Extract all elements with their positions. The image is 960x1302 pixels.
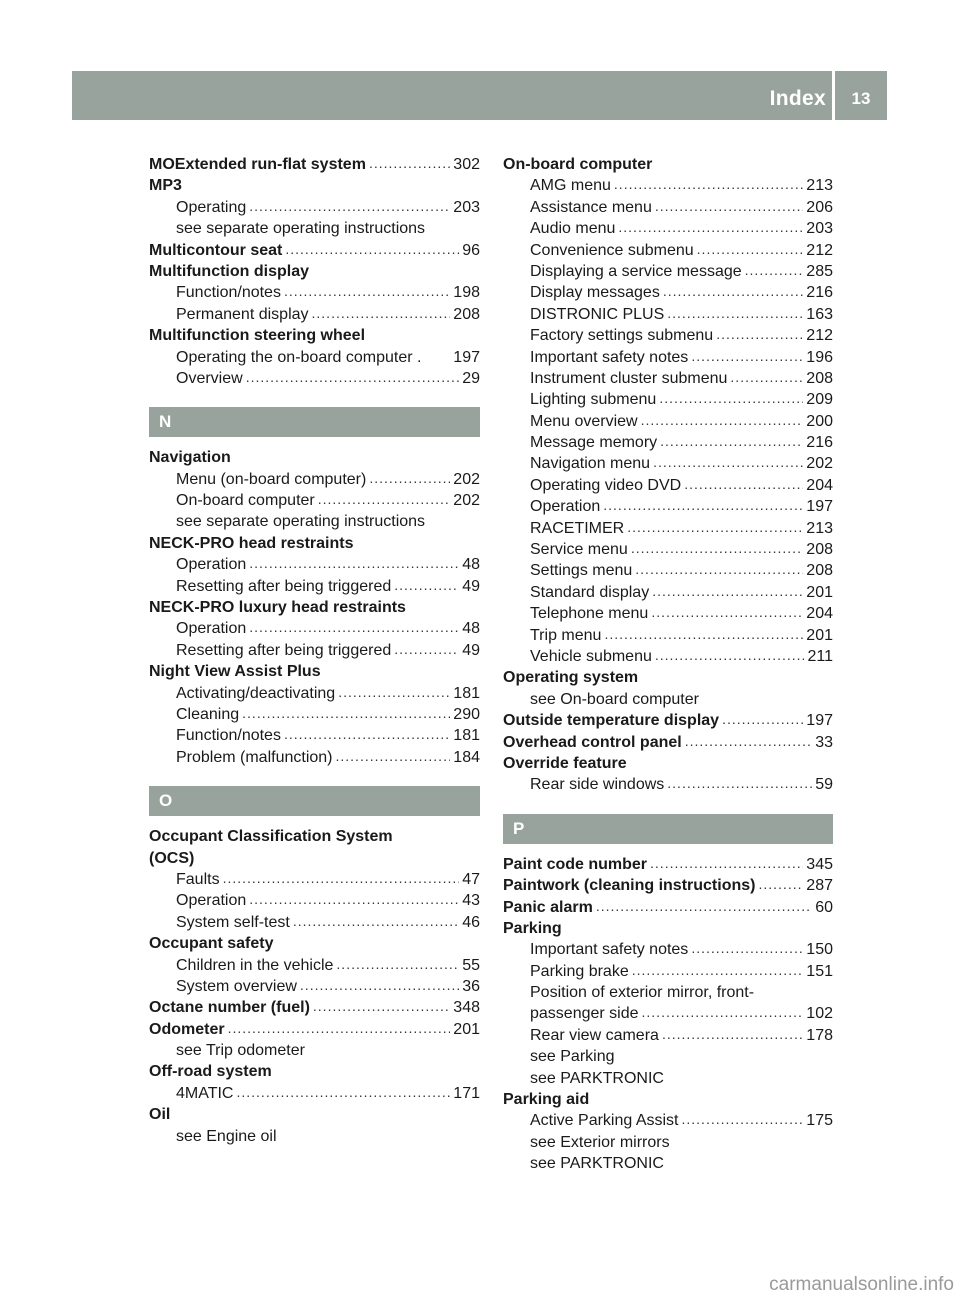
page-reference: 302 [453, 156, 480, 173]
index-subentry [503, 1153, 833, 1174]
index-subentry [149, 1083, 480, 1104]
index-entry [149, 154, 480, 175]
leader-dots [667, 304, 803, 324]
index-subentry [503, 411, 833, 432]
page-reference: 43 [462, 892, 480, 910]
page-reference: 201 [453, 1020, 480, 1038]
leader-dots [653, 453, 803, 473]
leader-dots [635, 560, 803, 580]
entry-label: Night View Assist Plus [149, 663, 321, 681]
page-reference: 29 [462, 369, 480, 387]
index-subentry [149, 976, 480, 997]
page-reference: 216 [806, 284, 833, 302]
entry-label: Important safety notes [530, 348, 689, 366]
leader-dots [631, 539, 803, 559]
entry-label: see separate operating instructions [176, 513, 426, 531]
page-reference: 196 [806, 348, 833, 366]
index-subentry [149, 912, 480, 933]
entry-label: Operation [176, 620, 247, 638]
leader-dots [655, 646, 805, 666]
entry-label: Service menu [530, 541, 628, 559]
index-subentry [503, 218, 833, 239]
leader-dots [632, 961, 804, 981]
leader-dots [627, 518, 803, 538]
index-subentry [149, 554, 480, 575]
leader-dots [716, 325, 803, 345]
index-entry [503, 732, 833, 753]
entry-label: (OCS) [149, 849, 195, 867]
entry-label: Displaying a service message [530, 262, 742, 280]
index-subentry [149, 1040, 480, 1061]
leader-dots [336, 747, 451, 767]
leader-dots [246, 368, 460, 388]
index-subentry [149, 282, 480, 303]
index-entry [503, 667, 833, 688]
index-letter-heading: P [503, 814, 833, 844]
index-subentry [149, 469, 480, 490]
page-reference: 200 [806, 412, 833, 430]
page-reference: 209 [806, 391, 833, 409]
entry-label: Operating system [503, 669, 639, 687]
entry-label: Parking aid [503, 1091, 590, 1109]
index-subentry [149, 368, 480, 389]
entry-label: Standard display [530, 583, 650, 601]
index-subentry [503, 240, 833, 261]
entry-label: Override feature [503, 754, 627, 772]
leader-dots [284, 282, 450, 302]
index-subentry [149, 618, 480, 639]
entry-label: Odometer [149, 1020, 225, 1038]
entry-label: Important safety notes [530, 941, 689, 959]
entry-label: Cleaning [176, 705, 240, 723]
entry-label: Navigation [149, 449, 231, 467]
page-reference: 208 [453, 305, 480, 323]
entry-label: Resetting after being triggered [176, 641, 392, 659]
leader-dots [293, 912, 459, 932]
leader-dots [618, 218, 803, 238]
entry-label: Operating video DVD [530, 476, 682, 494]
index-entry [503, 154, 833, 175]
entry-label: Trip menu [530, 626, 602, 644]
entry-label: Factory settings submenu [530, 327, 714, 345]
entry-label: Operation [530, 498, 601, 516]
entry-label: NECK-PRO luxury head restraints [149, 599, 406, 617]
page-reference: 181 [453, 727, 480, 745]
index-subentry [503, 325, 833, 346]
entry-label: see PARKTRONIC [530, 1155, 664, 1173]
entry-label: Off-road system [149, 1063, 272, 1081]
entry-label: see Engine oil [176, 1127, 277, 1145]
entry-label: Function/notes [176, 727, 281, 745]
page-reference: 49 [462, 577, 480, 595]
entry-label: Multicontour seat [149, 241, 283, 259]
entry-label: Occupant safety [149, 935, 274, 953]
page-reference: 208 [806, 562, 833, 580]
page-reference: 287 [806, 877, 833, 895]
index-subentry [503, 560, 833, 581]
index-subentry [503, 304, 833, 325]
page-reference: 290 [453, 705, 480, 723]
leader-dots [667, 774, 812, 794]
index-subentry [503, 261, 833, 282]
leader-dots [663, 282, 803, 302]
entry-label: Convenience submenu [530, 241, 694, 259]
entry-label: Multifunction display [149, 262, 309, 280]
page-reference: 213 [806, 177, 833, 195]
leader-dots [722, 710, 803, 730]
index-subentry [503, 347, 833, 368]
page-reference: 47 [462, 870, 480, 888]
leader-dots [641, 411, 804, 431]
entry-label: RACETIMER [530, 519, 625, 537]
leader-dots [614, 175, 803, 195]
entry-label: see On-board computer [530, 690, 699, 708]
leader-dots [651, 603, 803, 623]
leader-dots [249, 618, 459, 638]
page-reference: 202 [453, 470, 480, 488]
index-subentry [503, 197, 833, 218]
leader-dots [318, 490, 451, 510]
page-reference: 204 [806, 476, 833, 494]
index-letter-heading: N [149, 407, 480, 437]
leader-dots [652, 582, 803, 602]
leader-dots [697, 240, 804, 260]
leader-dots [313, 997, 450, 1017]
index-subentry [503, 368, 833, 389]
entry-label: Paint code number [503, 855, 648, 873]
index-entry [149, 826, 480, 847]
entry-label: Operation [176, 556, 247, 574]
page-reference: 175 [806, 1112, 833, 1130]
index-subentry [149, 704, 480, 725]
page-reference: 208 [806, 541, 833, 559]
index-subentry [503, 582, 833, 603]
page-reference: 198 [453, 284, 480, 302]
index-subentry [503, 432, 833, 453]
entry-label: 4MATIC [176, 1084, 234, 1102]
index-subentry [503, 453, 833, 474]
index-subentry [503, 961, 833, 982]
page-reference: 60 [815, 898, 833, 916]
entry-label: Display messages [530, 284, 660, 302]
entry-label: Parking brake [530, 962, 629, 980]
entry-label: Occupant Classification System [149, 828, 393, 846]
leader-dots [236, 1083, 450, 1103]
entry-label: Vehicle submenu [530, 647, 652, 665]
entry-label: Rear view camera [530, 1026, 659, 1044]
index-subentry [503, 939, 833, 960]
entry-label: Operating [176, 198, 247, 216]
index-subentry [503, 689, 833, 710]
page-reference: 151 [806, 962, 833, 980]
index-subentry [149, 1126, 480, 1147]
page-reference: 181 [453, 684, 480, 702]
index-subentry [503, 1025, 833, 1046]
index-subentry [503, 982, 833, 1003]
entry-label: Children in the vehicle [176, 956, 334, 974]
index-entry [503, 753, 833, 774]
entry-label: NECK-PRO head restraints [149, 534, 354, 552]
page-reference: 204 [806, 605, 833, 623]
entry-label: Panic alarm [503, 898, 593, 916]
page-reference: 202 [806, 455, 833, 473]
entry-label: Operation [176, 892, 247, 910]
entry-label: Menu overview [530, 412, 638, 430]
leader-dots [228, 1019, 451, 1039]
page-reference: 48 [462, 620, 480, 638]
entry-label: Parking [503, 919, 562, 937]
index-entry [149, 325, 480, 346]
leader-dots [603, 496, 803, 516]
index-entry [149, 1061, 480, 1082]
index-entry [149, 175, 480, 196]
entry-label: On-board computer [176, 492, 315, 510]
index-entry [503, 918, 833, 939]
entry-label: AMG menu [530, 177, 611, 195]
index-column-left [149, 154, 480, 1147]
leader-dots [249, 554, 459, 574]
entry-label: Navigation menu [530, 455, 651, 473]
entry-label: Multifunction steering wheel [149, 327, 366, 345]
page-reference: 197 [806, 712, 833, 730]
index-subentry [503, 282, 833, 303]
page-reference: 206 [806, 198, 833, 216]
entry-label: Settings menu [530, 562, 633, 580]
index-entry [149, 848, 480, 869]
leader-dots [685, 732, 812, 752]
leader-dots [336, 955, 459, 975]
entry-label: Function/notes [176, 284, 281, 302]
entry-label: DISTRONIC PLUS [530, 305, 665, 323]
index-subentry [503, 1046, 833, 1067]
leader-dots [604, 625, 803, 645]
index-subentry [149, 304, 480, 325]
page-reference: 201 [806, 583, 833, 601]
index-entry [503, 710, 833, 731]
page-reference: 208 [806, 369, 833, 387]
page-reference: 197 [806, 498, 833, 516]
page-reference: 203 [453, 198, 480, 216]
page-reference: 184 [453, 748, 480, 766]
index-entry [149, 661, 480, 682]
page-reference: 345 [806, 855, 833, 873]
entry-label: Lighting submenu [530, 391, 657, 409]
entry-label: Faults [176, 870, 220, 888]
index-subentry [503, 389, 833, 410]
entry-label: Problem (malfunction) [176, 748, 333, 766]
index-entry [149, 997, 480, 1018]
index-entry [149, 240, 480, 261]
entry-label: Paintwork (cleaning instructions) [503, 877, 756, 895]
index-letter-heading: O [149, 786, 480, 816]
leader-dots [691, 939, 803, 959]
leader-dots [312, 304, 451, 324]
entry-label: Overhead control panel [503, 733, 682, 751]
page-reference: 212 [806, 327, 833, 345]
leader-dots [730, 368, 803, 388]
index-entry [149, 1019, 480, 1040]
leader-dots [394, 576, 459, 596]
entry-label: System overview [176, 977, 297, 995]
leader-dots [662, 1025, 803, 1045]
index-subentry [149, 218, 480, 239]
index-subentry [503, 1003, 833, 1024]
page-reference: 211 [807, 647, 833, 665]
page-reference: 163 [806, 305, 833, 323]
leader-dots [682, 1110, 804, 1130]
entry-label: On-board computer [503, 156, 653, 173]
entry-label: Permanent display [176, 305, 309, 323]
leader-dots [684, 475, 803, 495]
index-subentry [503, 774, 833, 795]
page-reference: 197 [453, 348, 480, 366]
entry-label: Resetting after being triggered [176, 577, 392, 595]
index-subentry [503, 496, 833, 517]
page-reference: 59 [815, 776, 833, 794]
index-entry [149, 533, 480, 554]
page-reference: 171 [453, 1084, 480, 1102]
leader-dots [249, 890, 459, 910]
leader-dots [369, 154, 450, 174]
page-reference: 203 [806, 220, 833, 238]
page-reference: 216 [806, 434, 833, 452]
leader-dots [660, 432, 803, 452]
index-subentry [149, 640, 480, 661]
index-subentry [503, 539, 833, 560]
page-reference: 49 [462, 641, 480, 659]
leader-dots [596, 897, 812, 917]
leader-dots [758, 875, 803, 895]
section-title: Index [769, 87, 826, 110]
index-subentry [149, 197, 480, 218]
entry-label: Oil [149, 1106, 171, 1124]
entry-label: Telephone menu [530, 605, 649, 623]
index-entry [503, 897, 833, 918]
entry-label: System self-test [176, 913, 290, 931]
index-subentry [149, 747, 480, 768]
page-reference: 150 [806, 941, 833, 959]
index-entry [149, 447, 480, 468]
leader-dots [691, 347, 803, 367]
page-reference: 33 [815, 733, 833, 751]
watermark: carmanualsonline.info [769, 1274, 954, 1295]
entry-label: Menu (on-board computer) [176, 470, 367, 488]
leader-dots [650, 854, 803, 874]
index-subentry [149, 890, 480, 911]
entry-label: Operating the on-board computer . [176, 348, 422, 366]
index-subentry [503, 518, 833, 539]
entry-label: see Trip odometer [176, 1042, 305, 1060]
entry-label: passenger side [530, 1005, 639, 1023]
entry-label: Assistance menu [530, 198, 652, 216]
page-reference: 285 [806, 262, 833, 280]
index-subentry [503, 1068, 833, 1089]
leader-dots [369, 469, 450, 489]
page-header [72, 71, 887, 120]
index-subentry [149, 725, 480, 746]
index-subentry [149, 955, 480, 976]
page-reference: 46 [462, 913, 480, 931]
index-subentry [503, 646, 833, 667]
index-subentry [149, 347, 480, 368]
index-subentry [503, 475, 833, 496]
index-entry [503, 1089, 833, 1110]
entry-label: Rear side windows [530, 776, 665, 794]
leader-dots [745, 261, 804, 281]
index-subentry [149, 683, 480, 704]
page-reference: 96 [462, 241, 480, 259]
entry-label: Active Parking Assist [530, 1112, 679, 1130]
page-reference: 202 [453, 492, 480, 510]
page-reference: 48 [462, 556, 480, 574]
leader-dots [338, 683, 450, 703]
index-subentry [149, 869, 480, 890]
entry-label: Audio menu [530, 220, 616, 238]
leader-dots [284, 725, 450, 745]
page-reference: 55 [462, 956, 480, 974]
entry-label: Message memory [530, 434, 658, 452]
leader-dots [285, 240, 459, 260]
page-reference: 213 [806, 519, 833, 537]
leader-dots [223, 869, 460, 889]
entry-label: Outside temperature display [503, 712, 720, 730]
index-subentry [503, 1110, 833, 1131]
entry-label: MOExtended run-flat system [149, 156, 366, 173]
leader-dots [249, 197, 450, 217]
entry-label: Activating/deactivating [176, 684, 336, 702]
entry-label: MP3 [149, 177, 182, 195]
index-subentry [503, 625, 833, 646]
index-entry [149, 1104, 480, 1125]
entry-label: Octane number (fuel) [149, 999, 310, 1017]
entry-label: Overview [176, 369, 243, 387]
index-subentry [149, 490, 480, 511]
index-entry [503, 854, 833, 875]
index-entry [149, 933, 480, 954]
index-subentry [149, 511, 480, 532]
entry-label: see PARKTRONIC [530, 1069, 664, 1087]
entry-label: see Exterior mirrors [530, 1133, 670, 1151]
index-subentry [503, 1132, 833, 1153]
index-entry [503, 875, 833, 896]
leader-dots [300, 976, 459, 996]
index-subentry [149, 576, 480, 597]
index-column-right [503, 154, 833, 1175]
page-reference: 348 [453, 999, 480, 1017]
index-entry [149, 597, 480, 618]
entry-label: see Parking [530, 1048, 615, 1066]
leader-dots [655, 197, 803, 217]
page-reference: 201 [806, 626, 833, 644]
leader-dots [659, 389, 803, 409]
page-reference: 178 [806, 1026, 833, 1044]
entry-label: Position of exterior mirror, front- [530, 984, 755, 1002]
leader-dots [642, 1003, 804, 1023]
entry-label: Instrument cluster submenu [530, 369, 728, 387]
page-reference: 102 [806, 1005, 833, 1023]
leader-dots [242, 704, 450, 724]
page-reference: 36 [462, 977, 480, 995]
index-subentry [503, 603, 833, 624]
index-subentry [503, 175, 833, 196]
leader-dots [394, 640, 459, 660]
index-entry [149, 261, 480, 282]
entry-label: see separate operating instructions [176, 220, 426, 238]
page-number: 13 [851, 89, 871, 108]
page-reference: 212 [806, 241, 833, 259]
